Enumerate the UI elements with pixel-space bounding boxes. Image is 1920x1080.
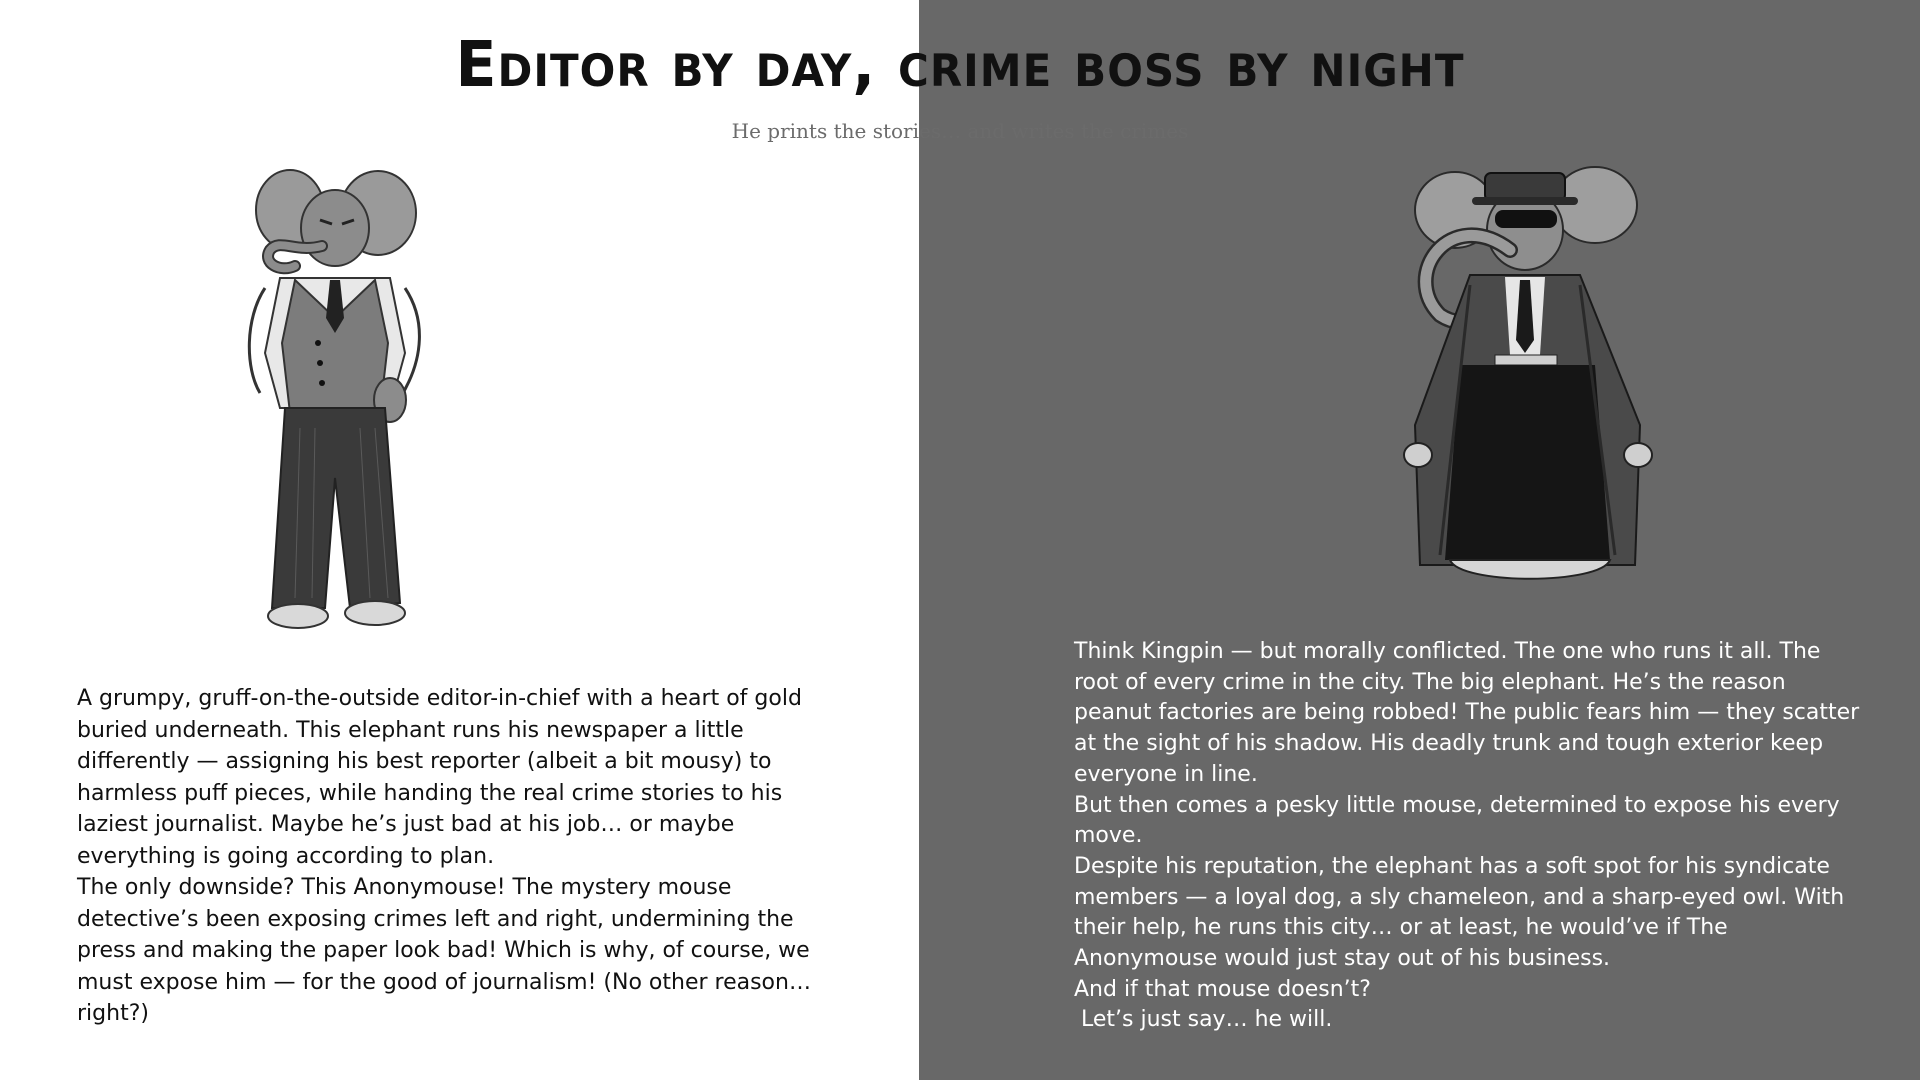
page-title: Editor by day, crime boss by night (455, 28, 1465, 102)
boss-paragraph-5: Let’s just say… he will. (1074, 1007, 1333, 1033)
editor-paragraph-1: A grumpy, gruff-on-the-outside editor-in-chief with a heart of gold buried underneath. This elephant runs his newspaper a little differently — assigning his best reporter (albeit a bit mousy) to harmless puff pieces, while handing the real crime stories to his laziest journalist. Maybe he’s just bad at his job… or maybe everything is going according to plan. (77, 686, 802, 869)
elephant-crime-boss-illustration (1400, 165, 1660, 605)
page-subtitle: He prints the stories… and writes the crimes (731, 119, 1189, 143)
boss-paragraph-2: But then comes a pesky little mouse, determined to expose his every move. (1074, 792, 1840, 849)
boss-paragraph-3: Despite his reputation, the elephant has a soft spot for his syndicate members — a loyal dog, a sly chameleon, and a sharp-eyed owl. With their help, he runs this city… or at least, he would’ve if The Anonymouse would just stay out of his business. (1074, 853, 1845, 972)
crime-boss-description (1074, 637, 1864, 1036)
editor-description (77, 683, 827, 1030)
boss-paragraph-4: And if that mouse doesn’t? (1074, 976, 1371, 1002)
elephant-editor-illustration (240, 168, 460, 638)
boss-paragraph-1: Think Kingpin — but morally conflicted. The one who runs it all. The root of every crime in the city. The big elephant. He’s the reason peanut factories are being robbed! The public fears him — they scatter at the sight of his shadow. His deadly trunk and tough exterior keep everyone in line. (1074, 639, 1860, 787)
editor-paragraph-2: The only downside? This Anonymouse! The mystery mouse detective’s been exposing crimes left and right, undermining the press and making the paper look bad! Which is why, of course, we must expose him — for the good of journalism! (No other reason… right?) (77, 875, 811, 1026)
